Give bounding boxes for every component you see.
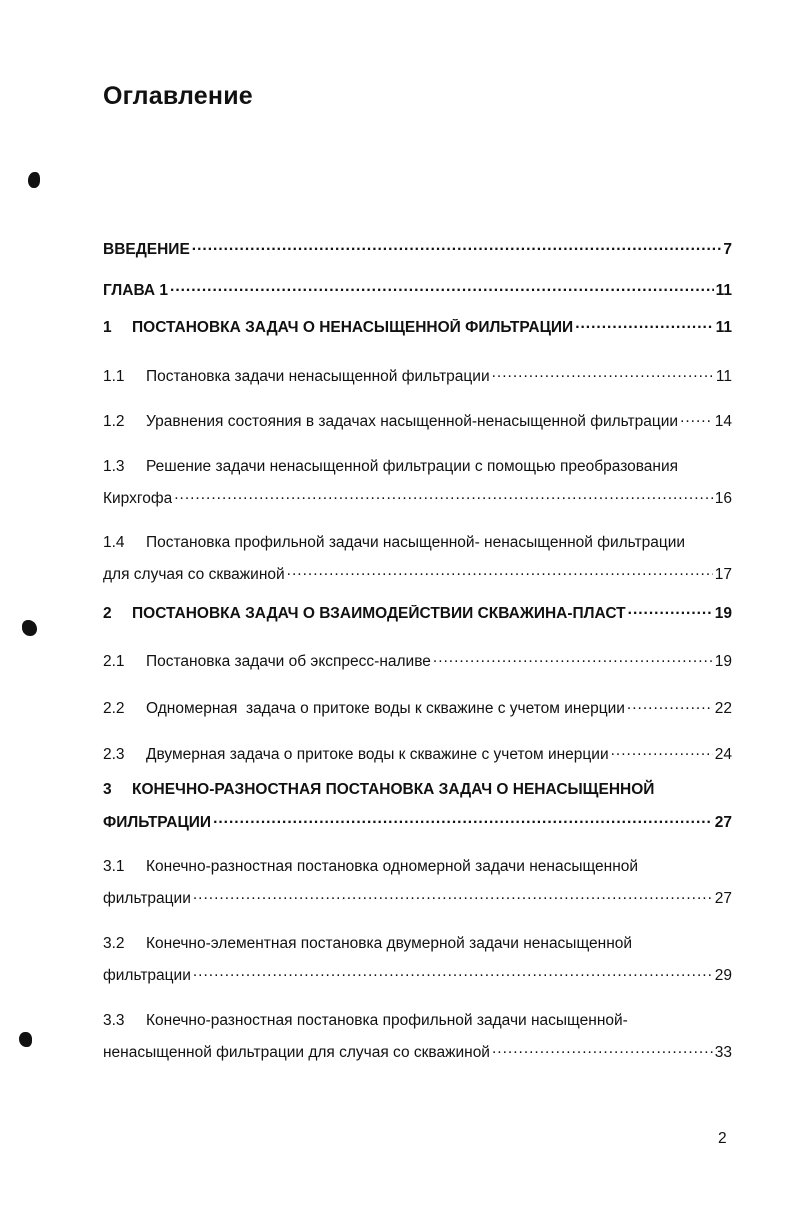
toc-page-number: 29 [714,966,732,984]
toc-page-number: 27 [714,813,732,831]
toc-page-number: 11 [715,367,732,385]
toc-entry-line1[interactable]: 1.3 Решение задачи ненасыщенной фильтрации с помощью преобразования [103,458,679,475]
toc-entry[interactable]: 2.1 Постановка задачи об экспресс-наливе ..... 19 [103,650,732,671]
toc-page-number: 19 [714,604,732,622]
toc-page-number: 33 [714,1043,732,1061]
toc-entry[interactable]: 2.2 Одномерная задача о притоке воды к скважине с учетом инерции ..... 22 [103,697,732,718]
toc-entry-line2[interactable]: Кирхгофа ..... 16 [103,487,732,508]
toc-entry-line1[interactable]: 3.3 Конечно-разностная постановка профильной задачи насыщенной- [103,1012,628,1029]
toc-page-number: 16 [714,489,732,507]
toc-entry-line2[interactable]: ненасыщенной фильтрации для случая со скважиной ..... 33 [103,1041,732,1062]
page-number: 2 [718,1130,727,1147]
toc-number: 2.2 [103,699,125,717]
toc-page-number: 14 [714,412,732,430]
toc-page-number: 24 [714,745,732,763]
toc-entry-line1[interactable]: 3.2 Конечно-элементная постановка двумерной задачи ненасыщенной [103,935,633,952]
toc-entry[interactable]: 2 ПОСТАНОВКА ЗАДАЧ О ВЗАИМОДЕЙСТВИИ СКВАЖИНА-ПЛАСТ ..... 19 [103,602,732,623]
toc-number: 2.3 [103,745,125,763]
toc-page-number: 27 [714,889,732,907]
scan-speck [28,172,40,188]
toc-number: 3.3 [103,1012,125,1029]
toc-number: 1.1 [103,367,125,385]
toc-number: 1.4 [103,534,125,551]
toc-page-number: 11 [715,318,732,336]
toc-number: 1.2 [103,412,125,430]
scan-speck [22,620,37,636]
toc-entry[interactable]: 1.2 Уравнения состояния в задачах насыщенной-ненасыщенной фильтрации ..... 14 [103,410,732,431]
scan-speck [19,1032,32,1047]
toc-number: 3.2 [103,935,125,952]
toc-page-number: 19 [714,652,732,670]
toc-page-number: 11 [715,281,732,299]
toc-number: 2.1 [103,652,125,670]
toc-number: 3.1 [103,858,125,875]
toc-number: 3 [103,781,112,798]
toc-page-number: 22 [714,699,732,717]
toc-entry[interactable]: 1.1 Постановка задачи ненасыщенной фильтрации ..... 11 [103,365,732,386]
toc-number: 2 [103,604,112,622]
toc-entry-line2[interactable]: ФИЛЬТРАЦИИ ..... 27 [103,811,732,832]
toc-number: 1.3 [103,458,125,475]
toc-title: Оглавление [103,82,253,110]
toc-entry[interactable]: 1 ПОСТАНОВКА ЗАДАЧ О НЕНАСЫЩЕННОЙ ФИЛЬТРАЦИИ ..... 11 [103,316,732,337]
toc-entry-line2[interactable]: для случая со скважиной ..... 17 [103,563,732,584]
toc-entry-line1[interactable]: 1.4 Постановка профильной задачи насыщенной- ненасыщенной фильтрации [103,534,686,551]
toc-entry-line2[interactable]: фильтрации ..... 29 [103,964,732,985]
toc-page-number: 7 [723,240,732,258]
toc-entry[interactable]: ГЛАВА 1 ..... 11 [103,279,732,300]
toc-page-number: 17 [714,565,732,583]
toc-entry[interactable]: 2.3 Двумерная задача о притоке воды к скважине с учетом инерции ..... 24 [103,743,732,764]
toc-entry-line1[interactable]: 3 КОНЕЧНО-РАЗНОСТНАЯ ПОСТАНОВКА ЗАДАЧ О НЕНАСЫЩЕННОЙ [103,781,655,798]
toc-entry-line1[interactable]: 3.1 Конечно-разностная постановка одномерной задачи ненасыщенной [103,858,639,875]
toc-number: 1 [103,318,112,336]
toc-entry-line2[interactable]: фильтрации ..... 27 [103,887,732,908]
toc-entry[interactable]: ВВЕДЕНИЕ ..... 7 [103,238,732,259]
